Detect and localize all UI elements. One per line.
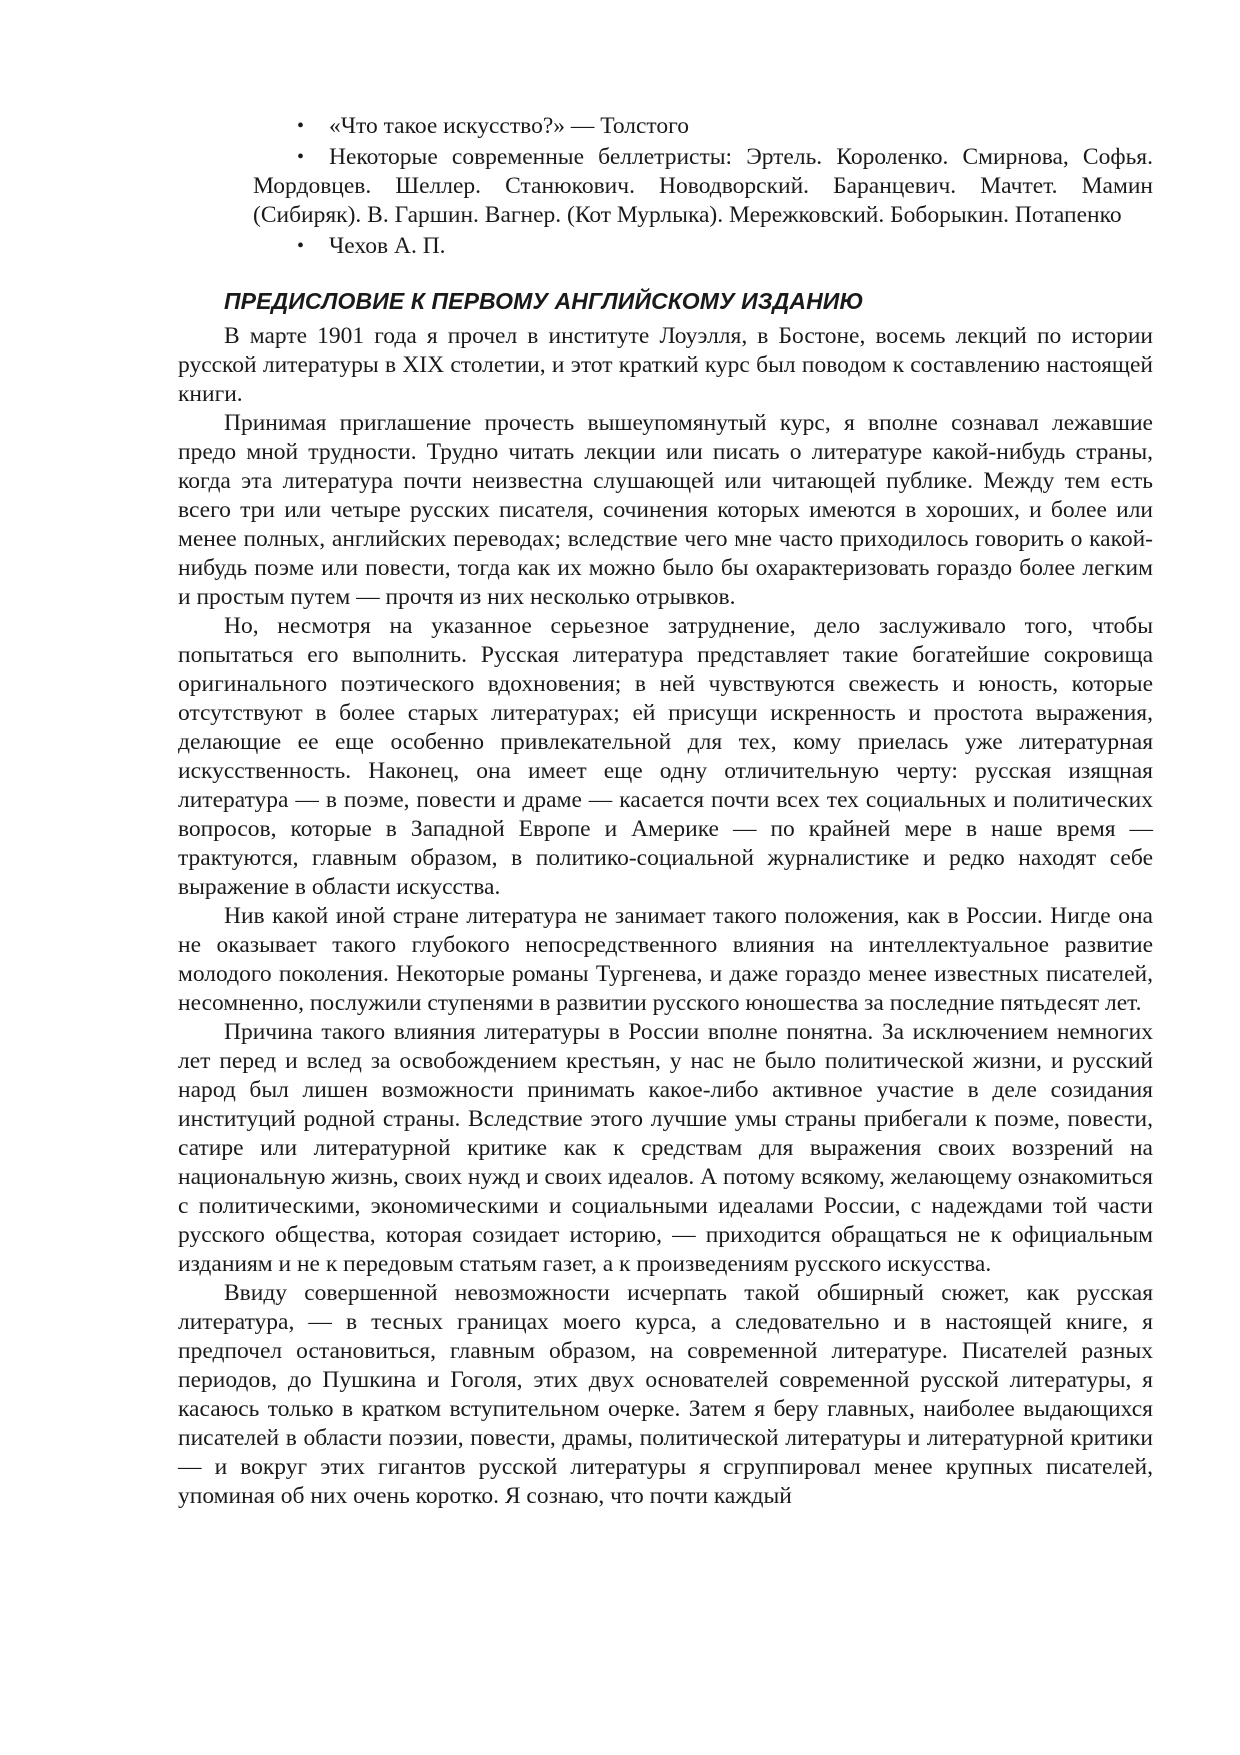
list-item	[178, 143, 1153, 230]
paragraph: Но, несмотря на указанное серьезное затруднение, дело заслуживало того, чтобы попытаться его выполнить. Русская литература представляет такие богатейшие сокровища оригинального поэтического вдохновения; в ней чувствуются свежесть и юность, которые отсутствуют в более старых литературах; ей присущи искренность и простота выражения, делающие ее еще особенно привлекательной для тех, кому приелась уже литературная искусственность. Наконец, она имеет еще одну отличительную черту: русская изящная литература — в поэме, повести и драме — касается почти всех тех социальных и политических вопросов, которые в Западной Европе и Америке — по крайней мере в наше время — трактуются, главным образом, в политико-социальной журналистике и редко находят себе выражение в области искусства.	[178, 613, 1153, 900]
paragraph: В марте 1901 года я прочел в институте Лоуэлля, в Бостоне, восемь лекций по истории русской литературы в XIX столетии, и этот краткий курс был поводом к составлению настоящей книги.	[178, 323, 1153, 407]
document-page	[178, 112, 1153, 1511]
list-item	[178, 232, 1153, 261]
bullet-icon: •	[297, 146, 305, 168]
contents-list	[178, 112, 1153, 261]
paragraph: Ввиду совершенной невозможности исчерпать такой обширный сюжет, как русская литература, — в тесных границах моего курса, а следовательно и в настоящей книге, я предпочел остановиться, главным образом, на современной литературе. Писателей разных периодов, до Пушкина и Гоголя, этих двух основателей современной русской литературы, я касаюсь только в кратком вступительном очерке. Затем я беру главных, наиболее выдающихся писателей в области поэзии, повести, драмы, политической литературы и литературной критики — и вокруг этих гигантов русской литературы я сгруппировал менее крупных писателей, упоминая об них очень коротко. Я сознаю, что почти каждый	[178, 1280, 1153, 1509]
bullet-icon: •	[297, 115, 305, 137]
list-item-text: Некоторые современные беллетристы: Эртель. Короленко. Смирнова, Софья. Мордовцев. Шеллер. Станюкович. Новодворский. Баранцевич. Мачтет. Мамин (Сибиряк). В. Гаршин. Вагнер. (Кот Мурлыка). Мережковский. Боборыкин. Потапенко	[253, 144, 1153, 228]
list-item-text: Чехов А. П.	[329, 233, 446, 259]
bullet-icon: •	[297, 235, 305, 257]
list-item	[178, 112, 1153, 141]
list-item-text: «Что такое искусство?» — Толстого	[329, 113, 689, 139]
paragraph: Принимая приглашение прочесть вышеупомянутый курс, я вполне сознавал лежавшие предо мной трудности. Трудно читать лекции или писать о литературе какой-нибудь страны, когда эта литература почти неизвестна слушающей или читающей публике. Между тем есть всего три или четыре русских писателя, сочинения которых имеются в хороших, и более или менее полных, английских переводах; вследствие чего мне часто приходилось говорить о какой-нибудь поэме или повести, тогда как их можно было бы охарактеризовать гораздо более легким и простым путем — прочтя из них несколько отрывков.	[178, 410, 1153, 610]
paragraph: Причина такого влияния литературы в России вполне понятна. За исключением немногих лет перед и вслед за освобождением крестьян, у нас не было политической жизни, и русский народ был лишен возможности принимать какое-либо активное участие в деле созидания институций родной страны. Вследствие этого лучшие умы страны прибегали к поэме, повести, сатире или литературной критике как к средствам для выражения своих воззрений на национальную жизнь, своих нужд и своих идеалов. А потому всякому, желающему ознакомиться с политическими, экономическими и социальными идеалами России, с надеждами той части русского общества, которая созидает историю, — приходится обращаться не к официальным изданиям и не к передовым статьям газет, а к произведениям русского искусства.	[178, 1019, 1153, 1277]
paragraph: Нив какой иной стране литература не занимает такого положения, как в России. Нигде она не оказывает такого глубокого непосредственного влияния на интеллектуальное развитие молодого поколения. Некоторые романы Тургенева, и даже гораздо менее известных писателей, несомненно, послужили ступенями в развитии русского юношества за последние пятьдесят лет.	[178, 903, 1153, 1016]
section-heading: ПРЕДИСЛОВИЕ К ПЕРВОМУ АНГЛИЙСКОМУ ИЗДАНИЮ	[224, 288, 864, 314]
